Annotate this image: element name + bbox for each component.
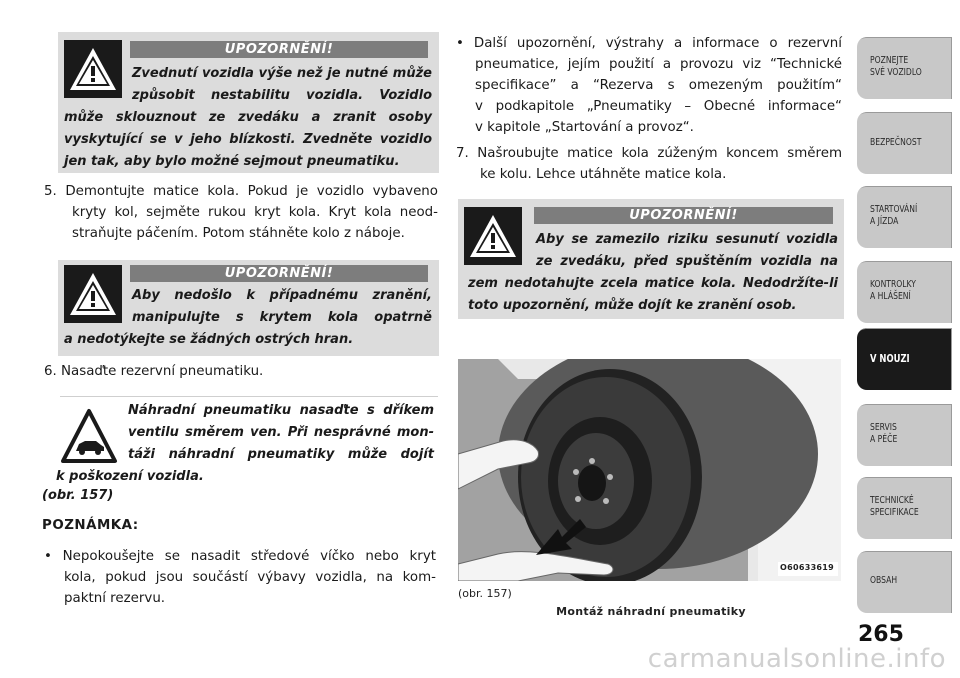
tab-bezpecnost[interactable]: BEZPEČNOST bbox=[857, 112, 952, 174]
tab-technicke[interactable]: TECHNICKÉ SPECIFIKACE bbox=[857, 477, 952, 539]
caution-rule bbox=[60, 396, 438, 397]
warning-title: UPOZORNĚNÍ! bbox=[534, 207, 833, 224]
figure-ref-caption: (obr. 157) bbox=[458, 587, 512, 600]
watermark: carmanualsonline.info bbox=[647, 644, 946, 674]
illustration-svg bbox=[458, 359, 841, 581]
step-6: 6. Nasaďte rezervní pneumatiku. bbox=[44, 364, 264, 379]
tab-servis[interactable]: SERVIS A PÉČE bbox=[857, 404, 952, 466]
spare-tire-illustration bbox=[458, 359, 841, 581]
warning-text: Aby nedošlo k případnému zranění, manipulujte s krytem kola opatrně a nedotýkejte se žádných ostrých hran. bbox=[64, 288, 432, 347]
warning-title: UPOZORNĚNÍ! bbox=[130, 41, 428, 58]
tab-kontrolky[interactable]: KONTROLKY A HLÁŠENÍ bbox=[857, 261, 952, 323]
page-number: 265 bbox=[858, 622, 904, 647]
note-label: POZNÁMKA: bbox=[42, 518, 139, 533]
step-5: 5. Demontujte matice kola. Pokud je vozidlo vybaveno kryty kol, sejměte rukou kryt kola. Kryt kola neod- straňujte páčením. Potom stáhněte kolo z náboje. bbox=[44, 184, 438, 241]
warning-title: UPOZORNĚNÍ! bbox=[130, 265, 428, 282]
warning-box-nuts bbox=[458, 199, 844, 319]
tab-startovani[interactable]: STARTOVÁNÍ A JÍZDA bbox=[857, 186, 952, 248]
warning-box-cover bbox=[58, 260, 439, 356]
figure-code: O60633619 bbox=[780, 563, 835, 572]
step-7: 7. Našroubujte matice kola zúženým koncem směrem ke kolu. Lehce utáhněte matice kola. bbox=[456, 146, 842, 182]
caution-text: Náhradní pneumatiku nasaďte s dříkem ventilu směrem ven. Při nesprávné mon- táži náhradní pneumatiky může dojít k poškození vozidla. bbox=[56, 403, 434, 484]
warning-text: Zvednutí vozidla výše než je nutné může způsobit nestabilitu vozidla. Vozidlo může sklouznout ze zvedáku a zranit osoby vyskytující se v jeho blízkosti. Zvedněte vozidlo jen tak, aby bylo možné sejmout pneumatiku. bbox=[64, 66, 432, 169]
tab-v-nouzi[interactable]: V NOUZI bbox=[857, 328, 952, 390]
figure-caption: Montáž náhradní pneumatiky bbox=[556, 605, 746, 618]
warning-text: Aby se zamezilo riziku sesunutí vozidla ze zvedáku, před spuštěním vozidla na zem nedotahujte zcela matice kola. Nedodržíte-li toto upozornění, může dojít ke zranění osob. bbox=[468, 232, 838, 313]
figure-reference: (obr. 157) bbox=[42, 488, 114, 503]
tab-poznejte-vozidlo[interactable]: POZNEJTE SVÉ VOZIDLO bbox=[857, 37, 952, 99]
note-bullet: • Nepokoušejte se nasadit středové víčko nebo kryt kola, pokud jsou součástí výbavy vozidla, na kom- paktní rezervu. bbox=[44, 549, 436, 606]
warning-box-lift bbox=[58, 32, 439, 173]
info-bullet: • Další upozornění, výstrahy a informace o rezervní pneumatice, jejím použití a provozu viz “Technické specifikace” a “Rezerva s omezeným použitím“ v podkapitole „Pneumatiky – Obecné informace“ v kapitole „Startování a provoz“. bbox=[456, 36, 842, 135]
tab-obsah[interactable]: OBSAH bbox=[857, 551, 952, 613]
